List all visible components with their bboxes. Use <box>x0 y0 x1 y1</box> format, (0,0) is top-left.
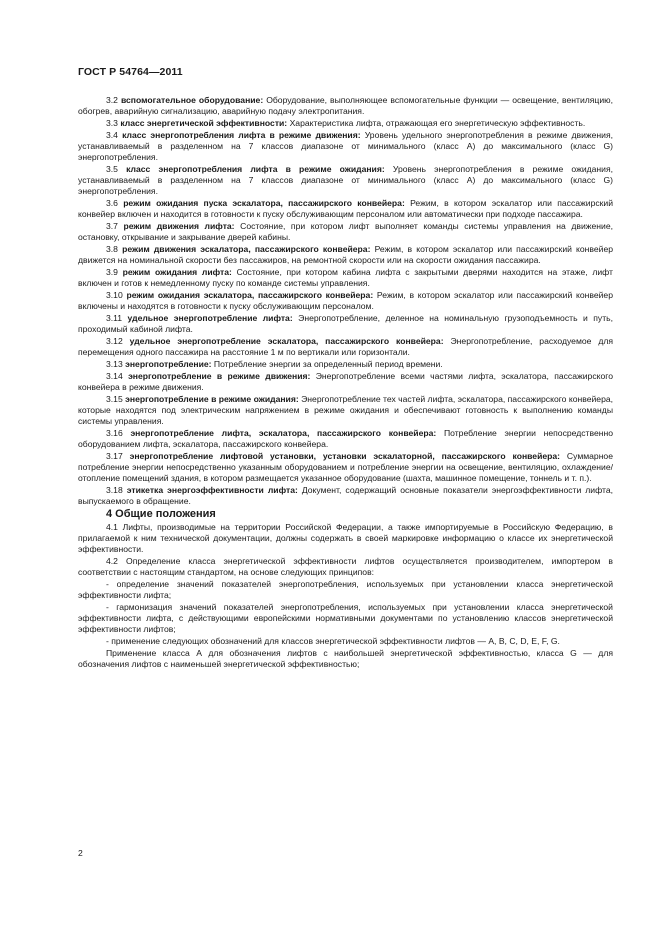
term-text: Потребление энергии непосредственно оборудованием лифта, эскалатора, пассажирского конвейера. <box>78 427 614 449</box>
term-name: удельное энергопотребление эскалатора, пассажирского конвейера: <box>129 335 444 346</box>
term-definition <box>78 130 613 163</box>
term-text: Энергопотребление тех частей лифта, эскалатора, пассажирского конвейера, которые находятся под электрическим напряжением в режиме ожидания и обеспечивают готовность к выполнению команды системы управления. <box>78 393 614 426</box>
term-number: 3.8 <box>106 243 118 254</box>
section-title: 4 Общие положения <box>106 507 216 520</box>
term-definition <box>78 164 613 197</box>
term-number: 3.14 <box>106 370 123 381</box>
term-text: Энергопотребление, расходуемое для перемещения одного пассажира на расстояние 1 м по вертикали или горизонтали. <box>78 335 614 357</box>
term-text: Характеристика лифта, отражающая его энергетическую эффективность. <box>289 117 586 128</box>
term-number: 3.11 <box>106 312 123 323</box>
term-name: режим ожидания эскалатора, пассажирского конвейера: <box>126 289 374 300</box>
term-text: Документ, содержащий основные показатели энергоэффективности лифта, выпускаемого в обращение. <box>78 484 613 506</box>
term-text: Оборудование, выполняющее вспомогательные функции — освещение, вентиляцию, обогрев, аварийную сигнализацию, аварийную подачу электропитания. <box>78 95 613 117</box>
term-definition <box>78 290 613 312</box>
term-text: Режим, в котором эскалатор или пассажирский конвейер движется на номинальной скорости без пассажиров, на ремонтной скорости или на скорости ожидания пассажира. <box>78 243 614 265</box>
term-definition <box>78 313 613 335</box>
term-name: этикетка энергоэффективности лифта: <box>126 484 298 495</box>
term-name: класс энергопотребления лифта в режиме ожидания: <box>126 163 385 174</box>
term-definition <box>78 198 613 220</box>
term-number: 3.17 <box>106 450 123 461</box>
term-text: Состояние, при котором кабина лифта с закрытыми дверями находится на этаже, лифт включен и готов к немедленному пуску по команде системы управления. <box>78 266 613 288</box>
term-definition <box>78 118 613 129</box>
term-text: Режим, в котором эскалатор или пассажирский конвейер включены и находятся в готовности к пуску обслуживающим персоналом. <box>78 289 613 311</box>
paragraph: 4.1 Лифты, производимые на территории Российской Федерации, а также импортируемые в Российскую Федерацию, в прилагаемой к ним технической документации, должны содержать в своей маркировке информацию о классе их энергетической эффективности. <box>78 521 613 554</box>
list-item: - применение следующих обозначений для классов энергетической эффективности лифтов — А, В, С, D, Е, F, G. <box>106 635 560 646</box>
term-number: 3.9 <box>106 266 118 277</box>
term-number: 3.10 <box>106 289 123 300</box>
term-text: Состояние, при котором лифт выполняет команды системы управления на движение, остановку, открывание и закрывание дверей кабины. <box>78 220 613 243</box>
term-number: 3.12 <box>106 335 123 346</box>
term-definition <box>78 336 613 358</box>
term-name: режим ожидания лифта: <box>122 266 232 277</box>
document-header: ГОСТ Р 54764—2011 <box>78 66 183 78</box>
document-body <box>78 95 613 670</box>
term-name: режим движения лифта: <box>123 220 235 231</box>
term-definition <box>78 428 613 450</box>
term-name: энергопотребление в режиме движения: <box>128 370 311 381</box>
term-number: 3.4 <box>106 129 118 140</box>
term-name: класс энергопотребления лифта в режиме движения: <box>122 129 361 140</box>
term-definition <box>78 371 613 393</box>
term-number: 3.15 <box>106 393 123 404</box>
term-definition <box>78 359 613 370</box>
term-text: Режим, в котором эскалатор или пассажирский конвейер включен и находится в готовности к пуску обслуживающим персоналом или автоматически при подходе пассажира. <box>78 197 614 220</box>
term-name: энергопотребление лифтовой установки, установки эскалаторной, пассажирского конвейера: <box>129 450 561 461</box>
term-definition <box>78 95 613 117</box>
term-definition <box>78 451 613 484</box>
term-definition <box>78 267 613 289</box>
list-item: - гармонизация значений показателей энергопотребления, используемых при установлении класса энергетической эффективности лифта, с действующими европейскими нормативными документами по установлению классов энергетической эффективности лифтов; <box>78 601 613 634</box>
term-name: энергопотребление в режиме ожидания: <box>125 393 299 404</box>
term-definition <box>78 485 613 507</box>
term-name: режим движения эскалатора, пассажирского конвейера: <box>122 243 371 254</box>
term-name: энергопотребление: <box>125 358 212 369</box>
term-definition <box>78 244 613 266</box>
term-number: 3.5 <box>106 163 118 174</box>
term-number: 3.2 <box>106 95 118 105</box>
page-number: 2 <box>78 848 83 858</box>
term-text: Суммарное потребление энергии непосредственно указанным оборудованием и потребление энергии на освещение, вентиляцию, охлаждение/отопление помещений здания, в котором размещается указанное оборудование (шахта, машинное помещение, тоннель и т. п.). <box>78 450 613 483</box>
term-number: 3.6 <box>106 197 118 208</box>
list-item: - определение значений показателей энергопотребления, используемых при установлении класса энергетической эффективности лифта; <box>78 578 613 600</box>
term-name: энергопотребление лифта, эскалатора, пассажирского конвейера: <box>130 427 437 438</box>
term-number: 3.7 <box>106 220 118 231</box>
term-number: 3.16 <box>106 427 123 438</box>
paragraph: Применение класса А для обозначения лифтов с наибольшей энергетической эффективностью, класса G — для обозначения лифтов с наименьшей энергетической эффективностью; <box>78 647 613 669</box>
term-name: класс энергетической эффективности: <box>120 117 288 128</box>
term-text: Потребление энергии за определенный период времени. <box>213 358 443 369</box>
term-number: 3.18 <box>106 484 123 495</box>
paragraph: 4.2 Определение класса энергетической эффективности лифтов осуществляется производителем, импортером в соответствии с настоящим стандартом, на основе следующих принципов: <box>78 555 613 577</box>
term-name: вспомогательное оборудование: <box>120 95 264 105</box>
term-name: удельное энергопотребление лифта: <box>127 312 293 323</box>
terms-list <box>78 95 613 507</box>
term-definition <box>78 394 613 427</box>
term-definition <box>78 221 613 243</box>
term-number: 3.3 <box>106 117 118 128</box>
term-name: режим ожидания пуска эскалатора, пассажирского конвейера: <box>123 197 405 208</box>
term-text: Энергопотребление, деленное на номинальную грузоподъемность и путь, проходимый кабиной лифта. <box>78 312 613 334</box>
term-number: 3.13 <box>106 358 123 369</box>
term-text: Энергопотребление всеми частями лифта, эскалатора, пассажирского конвейера в режиме движения. <box>78 370 613 392</box>
term-text: Уровень энергопотребления в режиме ожидания, устанавливаемый в разделенном на 7 классов диапазоне от минимального (класс А) до максимального (класс G) энергопотребления. <box>78 163 614 197</box>
term-text: Уровень удельного энергопотребления в режиме движения, устанавливаемый в разделенном на 7 классов диапазоне от минимального (класс А) до максимального (класс G) энергопотребления. <box>78 129 614 163</box>
